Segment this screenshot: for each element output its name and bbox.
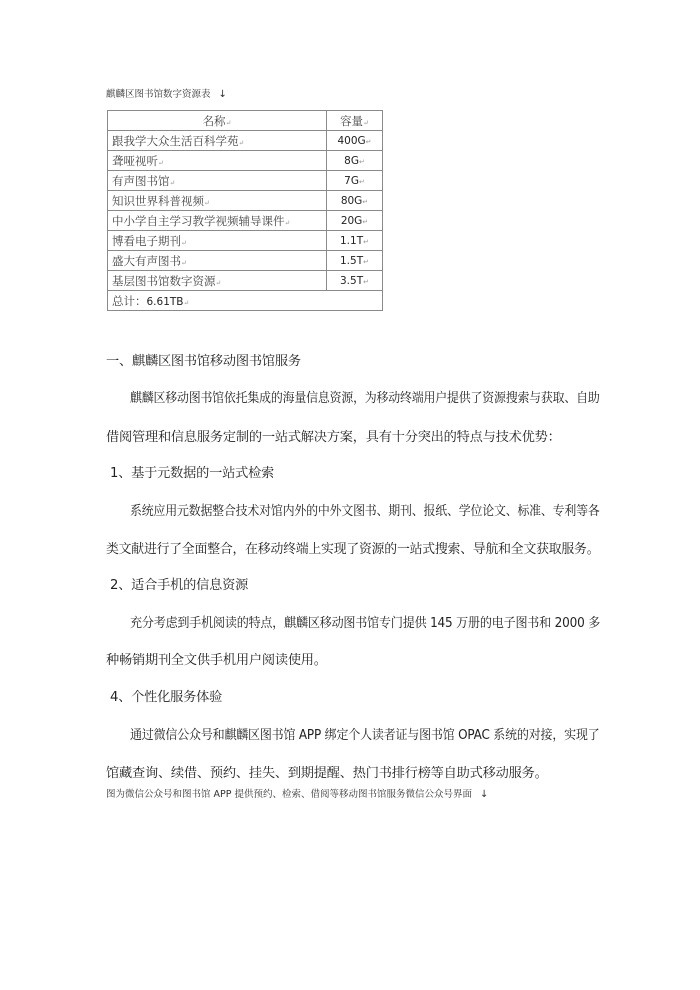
item-1-line-2: 类文献进行了全面整合，在移动终端上实现了资源的一站式搜索、导航和全文获取服务。 [106, 542, 600, 557]
table-row [108, 231, 383, 251]
item-4-line-2: 馆藏查询、续借、预约、挂失、到期提醒、热门书排行榜等自助式移动服务。 [106, 766, 548, 781]
resource-capacity: 3.5T↵ [327, 271, 383, 291]
resource-name: 基层图书馆数字资源↵ [108, 271, 327, 291]
total-cell: 总计：6.61TB↵ [108, 291, 383, 311]
table-row [108, 211, 383, 231]
resource-name: 有声图书馆↵ [108, 171, 327, 191]
digital-resources-table [107, 110, 383, 311]
resource-capacity: 80G↵ [327, 191, 383, 211]
item-2-title: 2、适合手机的信息资源 [110, 578, 249, 593]
item-4-title: 4、个性化服务体验 [110, 690, 223, 705]
resource-capacity: 1.1T↵ [327, 231, 383, 251]
resource-name: 跟我学大众生活百科学苑↵ [108, 131, 327, 151]
intro-line-2: 借阅管理和信息服务定制的一站式解决方案，具有十分突出的特点与技术优势： [106, 430, 561, 445]
arrow-down-icon: ↓ [218, 89, 227, 100]
table-row [108, 151, 383, 171]
resource-capacity: 8G↵ [327, 151, 383, 171]
item-1-title: 1、基于元数据的一站式检索 [110, 466, 275, 481]
section-heading: 一、麒麟区图书馆移动图书馆服务 [106, 354, 301, 369]
intro-line-1: 麒麟区移动图书馆依托集成的海量信息资源，为移动终端用户提供了资源搜索与获取、自助 [130, 391, 600, 406]
table-caption [106, 86, 227, 100]
item-2-line-1: 充分考虑到手机阅读的特点，麒麟区移动图书馆专门提供 145 万册的电子图书和 2000 多 [130, 616, 601, 631]
table-row [108, 251, 383, 271]
table-header-row [108, 111, 383, 131]
header-name: 名称↵ [108, 111, 327, 131]
total-value: 6.61TB [146, 295, 184, 308]
table-row [108, 131, 383, 151]
resource-name: 博看电子期刊↵ [108, 231, 327, 251]
table-caption-text: 麒麟区图书馆数字资源表 [106, 89, 211, 100]
resource-capacity: 400G↵ [327, 131, 383, 151]
figure-caption-text: 图为微信公众号和图书馆 APP 提供预约、检索、借阅等移动图书馆服务微信公众号界面 [106, 789, 472, 800]
total-label: 总计： [112, 293, 147, 308]
table-row [108, 171, 383, 191]
header-capacity: 容量↵ [327, 111, 383, 131]
resource-name: 聋哑视听↵ [108, 151, 327, 171]
resource-name: 盛大有声图书↵ [108, 251, 327, 271]
resource-name: 中小学自主学习教学视频辅导课件↵ [108, 211, 327, 231]
resource-capacity: 20G↵ [327, 211, 383, 231]
arrow-down-icon: ↓ [480, 789, 489, 800]
table-row [108, 191, 383, 211]
resource-name: 知识世界科普视频↵ [108, 191, 327, 211]
table-row [108, 271, 383, 291]
resource-capacity: 7G↵ [327, 171, 383, 191]
item-2-line-2: 种畅销期刊全文供手机用户阅读使用。 [106, 653, 327, 668]
resource-capacity: 1.5T↵ [327, 251, 383, 271]
figure-caption [106, 786, 488, 800]
table-total-row [108, 291, 383, 311]
item-4-line-1: 通过微信公众号和麒麟区图书馆 APP 绑定个人读者证与图书馆 OPAC 系统的对接，实现了 [130, 728, 600, 743]
item-1-line-1: 系统应用元数据整合技术对馆内外的中外文图书、期刊、报纸、学位论文、标准、专利等各 [130, 504, 600, 519]
